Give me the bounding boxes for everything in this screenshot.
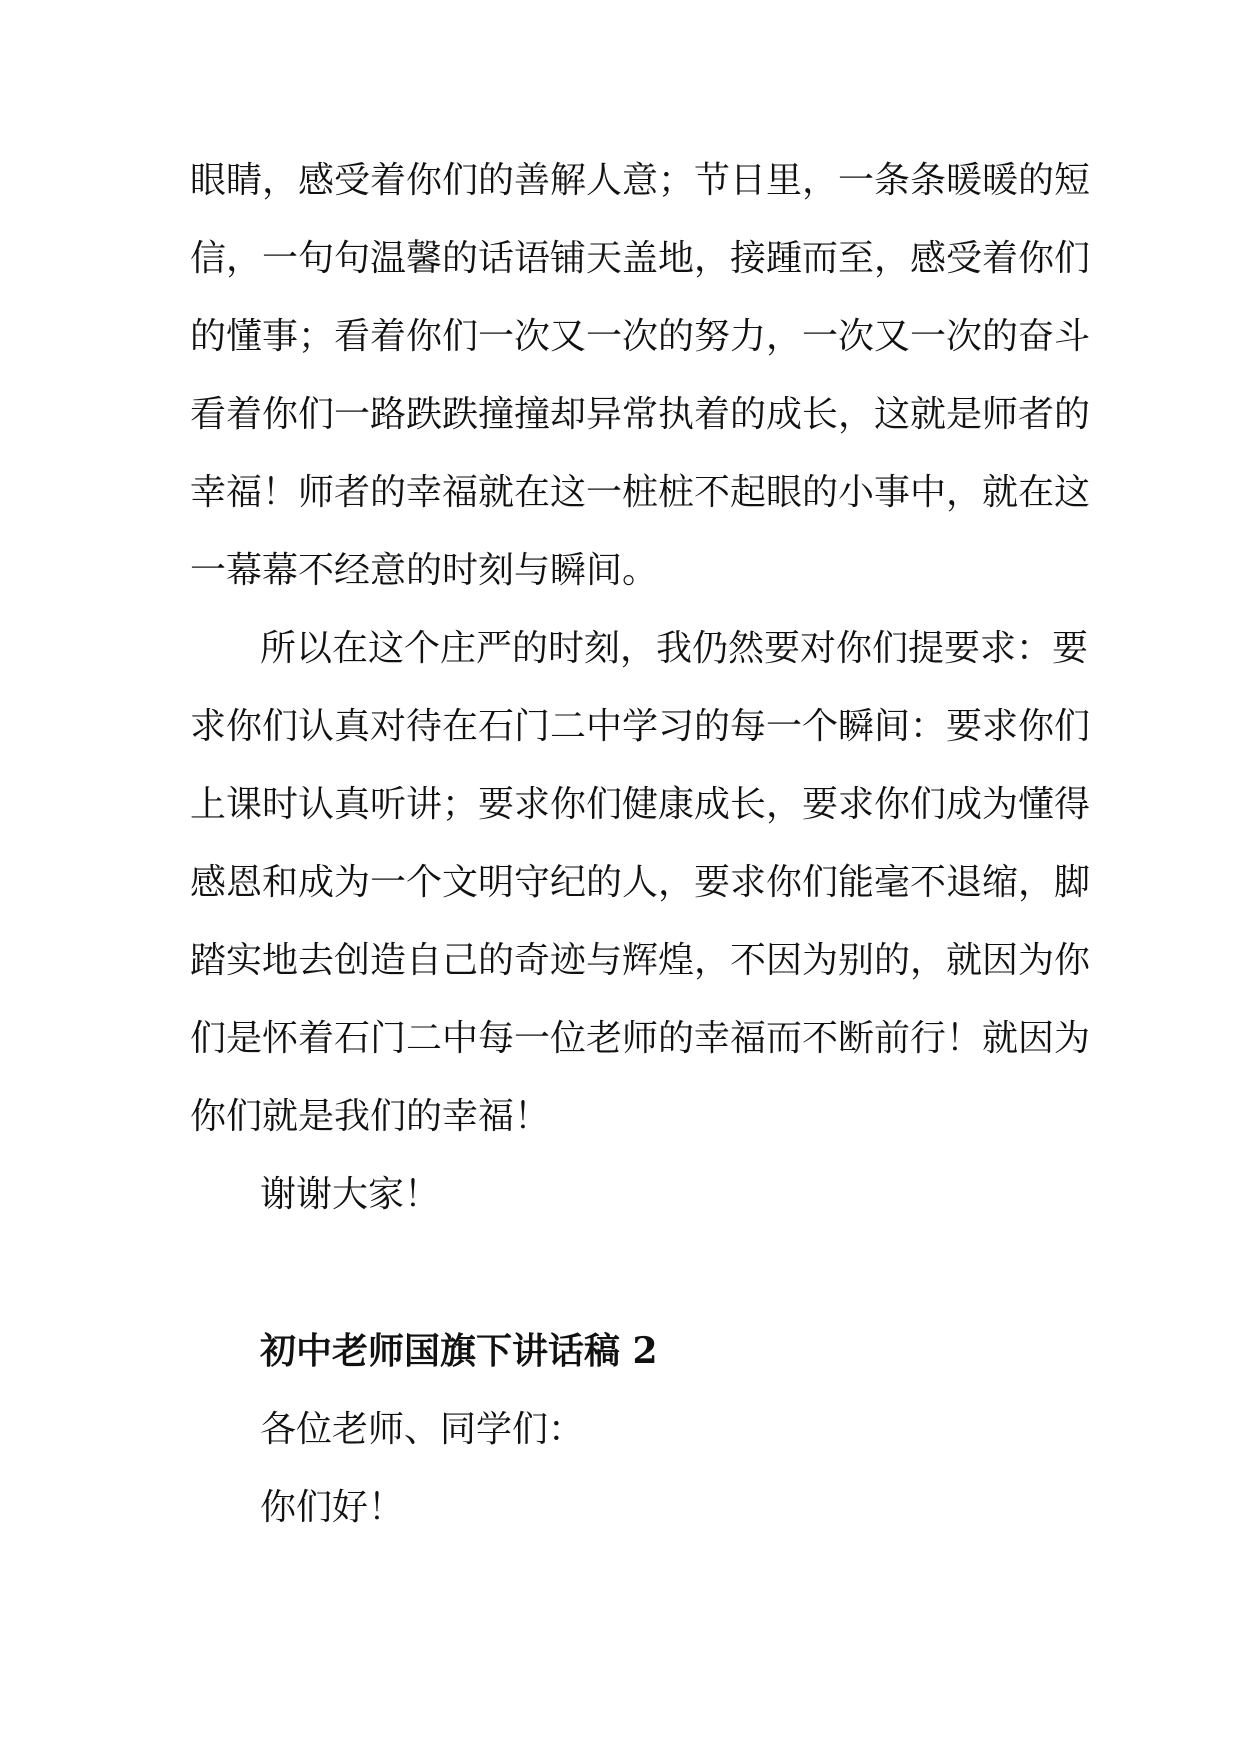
- closing-text: 谢谢大家！: [260, 1174, 441, 1215]
- paragraph-line: 的懂事；看着你们一次又一次的努力，一次又一次的奋斗: [190, 316, 1091, 357]
- paragraph-line: 踏实地去创造自己的奇迹与辉煌，不因为别的，就因为你: [190, 940, 1091, 981]
- section-title: 初中老师国旗下讲话稿 2: [260, 1330, 658, 1372]
- salutation-text: 各位老师、同学们：: [260, 1409, 585, 1450]
- paragraph-line: 们是怀着石门二中每一位老师的幸福而不断前行！就因为: [190, 1018, 1091, 1059]
- paragraph-line: 一幕幕不经意的时刻与瞬间。: [190, 550, 659, 591]
- paragraph-line: 看着你们一路跌跌撞撞却异常执着的成长，这就是师者的: [190, 394, 1091, 435]
- greeting-text: 你们好！: [260, 1487, 405, 1528]
- paragraph-line: 你们就是我们的幸福！: [190, 1096, 551, 1137]
- paragraph-line: 信，一句句温馨的话语铺天盖地，接踵而至，感受着你们: [190, 238, 1091, 279]
- paragraph-line: 眼睛，感受着你们的善解人意；节日里，一条条暖暖的短: [190, 160, 1091, 201]
- paragraph-line: 感恩和成为一个文明守纪的人，要求你们能毫不退缩，脚: [190, 862, 1091, 903]
- paragraph-line: 所以在这个庄严的时刻，我仍然要对你们提要求：要: [260, 628, 1089, 669]
- paragraph-line: 求你们认真对待在石门二中学习的每一个瞬间：要求你们: [190, 706, 1091, 747]
- paragraph-line: 上课时认真听讲；要求你们健康成长，要求你们成为懂得: [190, 784, 1091, 825]
- paragraph-line: 幸福！师者的幸福就在这一桩桩不起眼的小事中，就在这: [190, 472, 1091, 513]
